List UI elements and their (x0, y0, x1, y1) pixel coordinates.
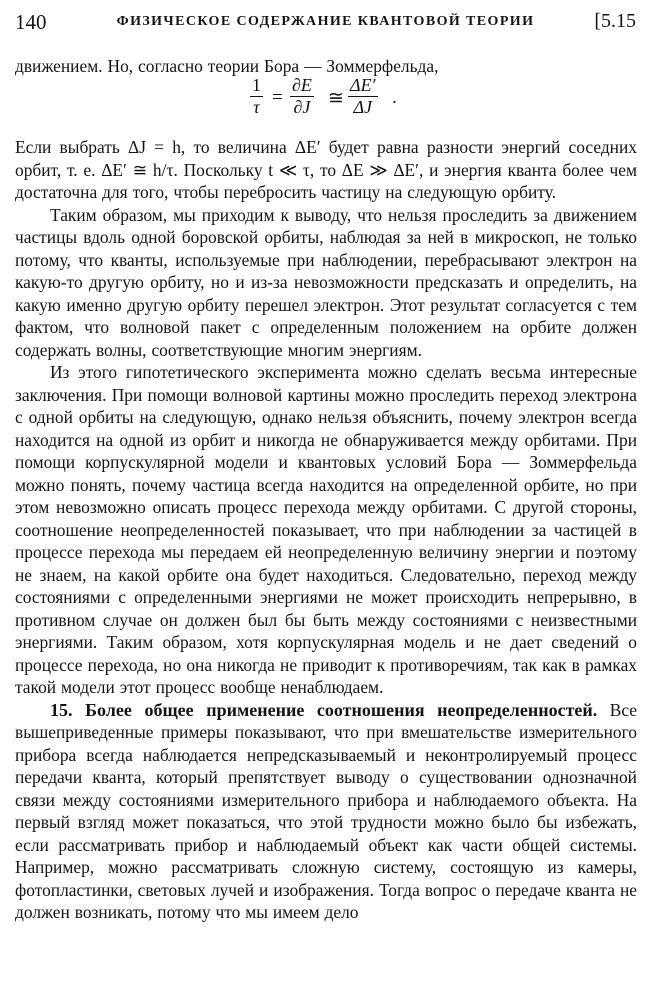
intro-line: движением. Но, согласно теории Бора — Зоммерфельда, (15, 56, 439, 76)
main-text (15, 136, 637, 924)
paragraph-3: Из этого гипотетического эксперимента можно сделать весьма интересные заключения. При помощи волновой картины можно проследить переход электрона с одной орбиты на следующую, однако нельзя объяснить, почему электрон всегда находится на одной из орбит и никогда не обнаруживается между орбитами. При помощи корпускулярной модели и квантовых условий Бора — Зоммерфельда можно понять, почему частица всегда находится на определенной орбите, но при этом невозможно описать процесс перехода между орбитами. С другой стороны, соотношение неопределенностей показывает, что при наблюдении за частицей в процессе перехода мы передаем ей неопределенную величину энергии и поэтому не знаем, на какой орбите она будет находиться. Следовательно, переход между состояниями с определенными энергиями не может происходить непрерывно, в противном случае он должен был бы быть между состояниями с неизвестными энергиями. Таким образом, хотя корпускулярная модель и не дает сведений о процессе перехода, но она никогда не приводит к противоречиям, так как в рамках такой модели этот процесс вообще ненаблюдаем. (15, 362, 637, 697)
paragraph-2: Таким образом, мы приходим к выводу, что нельзя проследить за движением частицы вдоль одной боровской орбиты, наблюдая за ней в микроскоп, не только потому, что кванты, используемые при наблюдении, перебрасывают электрон на какую-то другую орбиту, но и из-за невозможности предсказать и определить, на какую именно другую орбиту перешел электрон. Этот результат согласуется с тем фактом, что волновой пакет с определенным положением на орбите должен содержать волны, соответствующие многим энергиям. (15, 204, 637, 360)
page-number: 140 (15, 10, 47, 34)
paragraph-1: Если выбрать ΔJ = h, то величина ΔE′ будет равна разности энергий соседних орбит, т. е. ΔE′ ≅ h/τ. Поскольку t ≪ τ, то ΔE ≫ ΔE′, и энергия кванта более чем достаточна для того, чтобы перебросить частицу на следующую орбиту. (15, 137, 637, 202)
approx-sign: ≅ (328, 88, 344, 109)
equals-sign: = (272, 87, 283, 108)
page-header (15, 10, 636, 40)
section-title: 15. Более общее применение соотношения неопределенностей. (50, 699, 598, 720)
fraction-1-over-tau: 1 τ (252, 75, 261, 117)
fraction-dE-dJ: ∂E ∂J (292, 75, 312, 117)
equation-period: . (392, 87, 397, 108)
section-15 (15, 699, 637, 924)
running-head: ФИЗИЧЕСКОЕ СОДЕРЖАНИЕ КВАНТОВОЙ ТЕОРИИ (116, 14, 535, 29)
fraction-deltaE-deltaJ: ΔE′ ΔJ (350, 75, 376, 117)
section-reference: [5.15 (594, 10, 636, 32)
section-15-body: Все вышеприведенные примеры показывают, что при вмешательстве измерительного прибора всегда наблюдается непредсказываемый и неконтролируемый процесс передачи кванта, который препятствует выводу о существовании однозначной связи между состояниями измерительного прибора и наблюдаемого объекта. На первый взгляд может показаться, что этой трудности можно было бы избежать, если рассматривать прибор и наблюдаемый объект как части общей системы. Например, можно рассматривать сложную систему, состоящую из камеры, фотопластинки, световых лучей и изображения. Тогда вопрос о передаче кванта не должен возникать, потому что мы имеем дело (15, 699, 637, 922)
